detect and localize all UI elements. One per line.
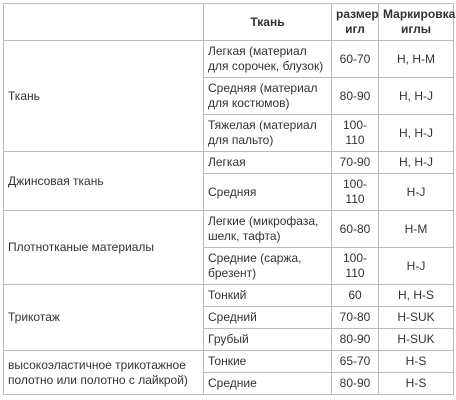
size-cell: 70-80 (332, 307, 379, 329)
table-row (4, 211, 454, 248)
header-needle-marking: Маркировка иглы (379, 4, 454, 41)
size-cell: 70-90 (332, 152, 379, 174)
fabric-cell: Средняя (материал для костюмов) (204, 78, 332, 115)
header-empty (4, 4, 204, 41)
table-row (4, 152, 454, 174)
fabric-cell: Тяжелая (материал для пальто) (204, 115, 332, 152)
fabric-cell: Грубый (204, 329, 332, 351)
marking-cell: H, H-S (379, 285, 454, 307)
size-cell: 60 (332, 285, 379, 307)
marking-cell: H-S (379, 373, 454, 395)
needle-table (3, 3, 454, 395)
fabric-cell: Легкая (материал для сорочек, блузок) (204, 41, 332, 78)
size-cell: 100-110 (332, 174, 379, 211)
marking-cell: H-S (379, 351, 454, 373)
size-cell: 80-90 (332, 78, 379, 115)
size-cell: 60-70 (332, 41, 379, 78)
marking-cell: H, H-J (379, 78, 454, 115)
fabric-cell: Средний (204, 307, 332, 329)
table-row (4, 285, 454, 307)
header-row (4, 4, 454, 41)
marking-cell: H-J (379, 248, 454, 285)
header-needle-size: размер игл (332, 4, 379, 41)
size-cell: 100-110 (332, 115, 379, 152)
fabric-cell: Средние (204, 373, 332, 395)
header-fabric: Ткань (204, 4, 332, 41)
size-cell: 80-90 (332, 373, 379, 395)
category-cell: Ткань (4, 41, 204, 152)
marking-cell: H-J (379, 174, 454, 211)
fabric-cell: Тонкий (204, 285, 332, 307)
fabric-cell: Легкие (микрофаза, шелк, тафта) (204, 211, 332, 248)
fabric-cell: Средняя (204, 174, 332, 211)
marking-cell: H, H-J (379, 152, 454, 174)
size-cell: 65-70 (332, 351, 379, 373)
table-row (4, 351, 454, 373)
category-cell: Трикотаж (4, 285, 204, 351)
category-cell: Джинсовая ткань (4, 152, 204, 211)
size-cell: 100-110 (332, 248, 379, 285)
fabric-cell: Легкая (204, 152, 332, 174)
marking-cell: H-SUK (379, 329, 454, 351)
marking-cell: H-SUK (379, 307, 454, 329)
fabric-cell: Средние (саржа, брезент) (204, 248, 332, 285)
category-cell: высокоэластичное трикотажное полотно или полотно с лайкрой) (4, 351, 204, 395)
size-cell: 80-90 (332, 329, 379, 351)
marking-cell: H, H-M (379, 41, 454, 78)
marking-cell: H-M (379, 211, 454, 248)
fabric-cell: Тонкие (204, 351, 332, 373)
category-cell: Плотнотканые материалы (4, 211, 204, 285)
table-row (4, 41, 454, 78)
marking-cell: H, H-J (379, 115, 454, 152)
size-cell: 60-80 (332, 211, 379, 248)
